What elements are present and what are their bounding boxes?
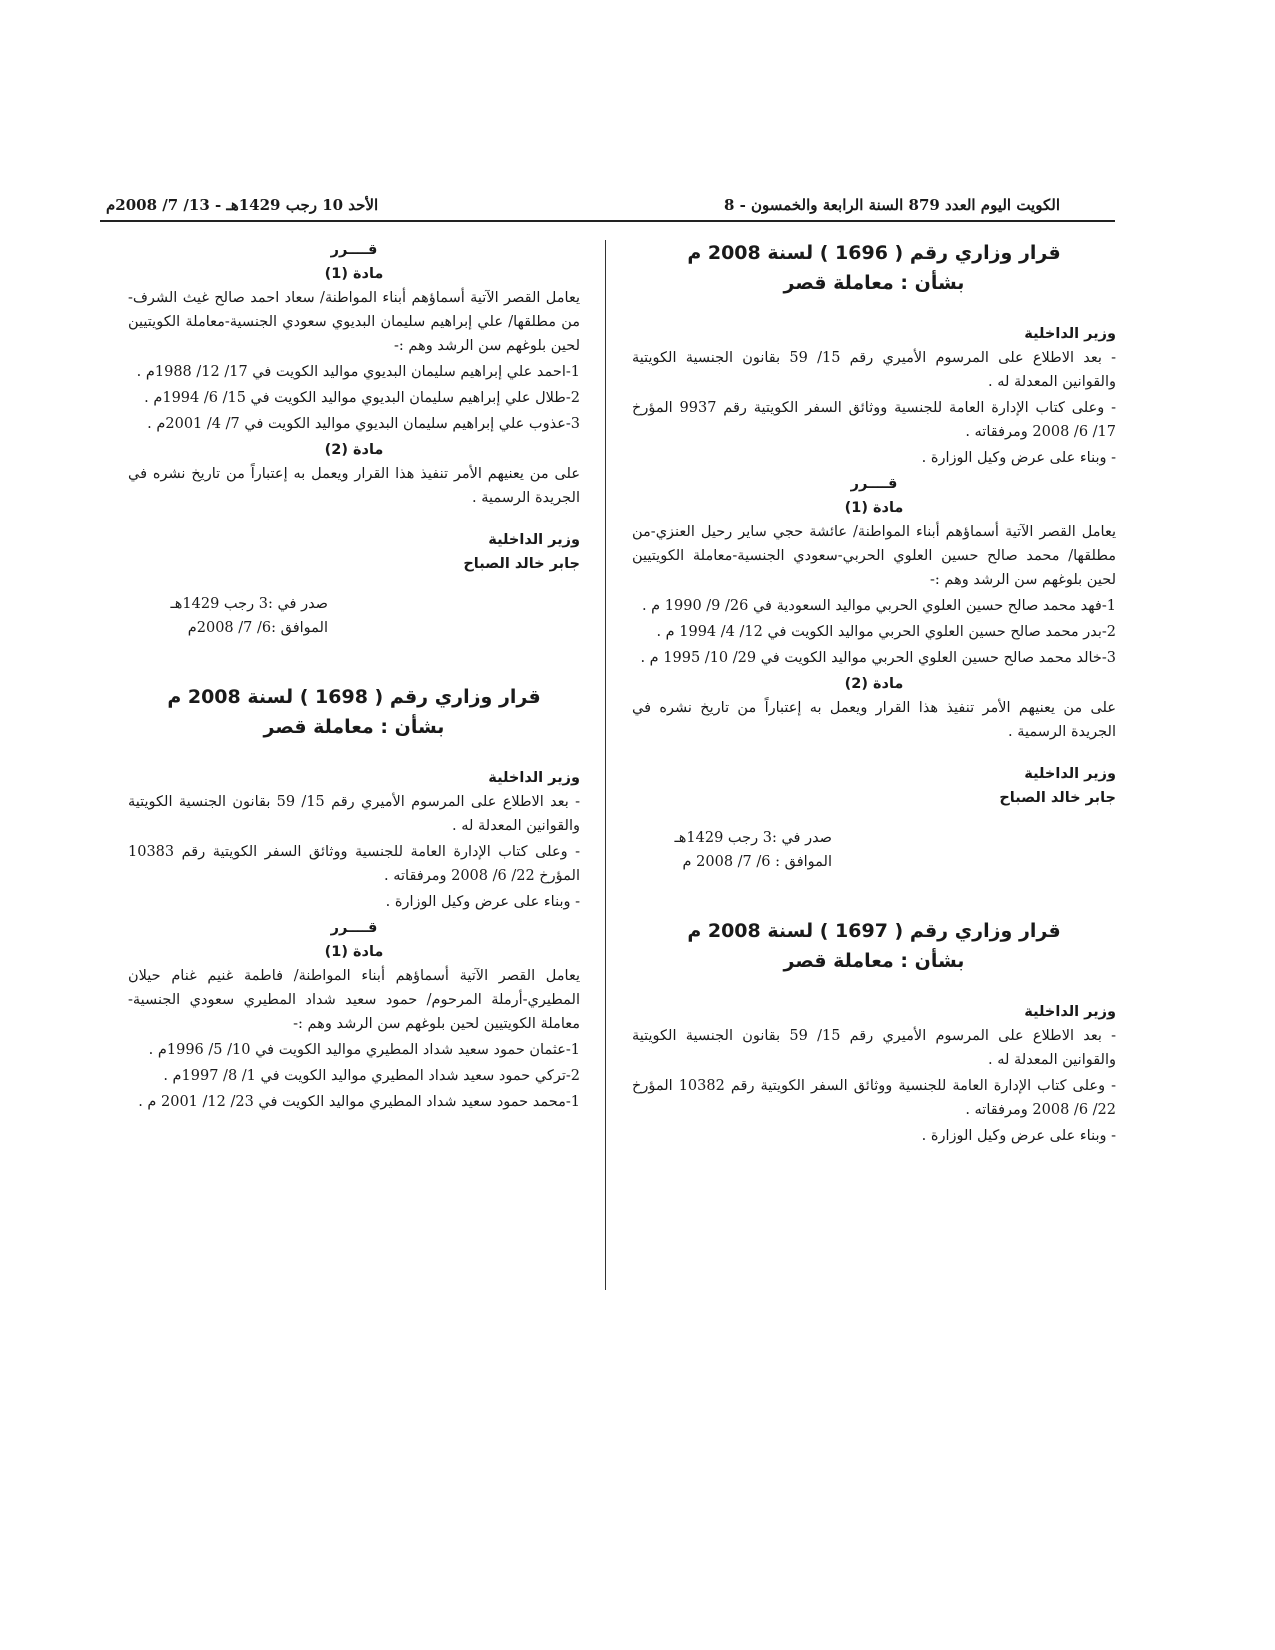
issued-gregorian: الموافق :6/ 7/ 2008م: [187, 620, 328, 636]
decision-subject: بشأن : معاملة قصر: [783, 950, 965, 972]
decision-title: قرار وزاري رقم ( 1696 ) لسنة 2008 م: [687, 242, 1061, 264]
article-heading: مادة (2): [844, 676, 904, 692]
decides-heading: قــــرر: [330, 920, 378, 936]
preamble-line: - وعلى كتاب الإدارة العامة للجنسية ووثائق السفر الكويتية رقم 10383 المؤرخ 22/ 6/ 2008 ومرفقاته .: [128, 844, 580, 884]
left-column: [128, 238, 580, 1116]
issue-date-block: [128, 592, 580, 640]
column-separator: [605, 240, 606, 1290]
minor-item: 1-محمد حمود سعيد شداد المطيري مواليد الكويت في 23/ 12/ 2001 م .: [138, 1094, 580, 1110]
article-text: على من يعنيهم الأمر تنفيذ هذا القرار ويعمل به إعتباراً من تاريخ نشره في الجريدة الرسمية .: [632, 700, 1116, 740]
decision-1697: [632, 916, 1116, 1148]
right-column: [632, 238, 1116, 1150]
decision-1697-continued: [128, 238, 580, 640]
signature-title: وزير الداخلية: [1024, 766, 1116, 782]
minor-item: 1-عثمان حمود سعيد شداد المطيري مواليد الكويت في 10/ 5/ 1996م .: [148, 1042, 580, 1058]
article-text: يعامل القصر الآتية أسماؤهم أبناء المواطنة/ فاطمة غنيم غنام حيلان المطيري-أرملة المرحوم/ حمود سعيد شداد المطيري سعودي الجنسية-معاملة الكويتيين لحين بلوغهم سن الرشد وهم :-: [128, 968, 580, 1032]
decision-title: قرار وزاري رقم ( 1697 ) لسنة 2008 م: [687, 920, 1061, 942]
minor-item: 2-تركي حمود سعيد شداد المطيري مواليد الكويت في 1/ 8/ 1997م .: [163, 1068, 580, 1084]
article-heading: مادة (1): [324, 266, 384, 282]
decision-1698: [128, 682, 580, 1114]
decision-subject: بشأن : معاملة قصر: [263, 716, 445, 738]
article-text: يعامل القصر الآتية أسماؤهم أبناء المواطنة/ سعاد احمد صالح غيث الشرف-من مطلقها/ علي إبراهيم سليمان البديوي سعودي الجنسية-معاملة الكويتيين لحين بلوغهم سن الرشد وهم :-: [128, 290, 580, 354]
decision-title: قرار وزاري رقم ( 1698 ) لسنة 2008 م: [167, 686, 541, 708]
decides-heading: قــــرر: [330, 242, 378, 258]
issue-date-block: [632, 826, 1116, 874]
minor-item: 2-طلال علي إبراهيم سليمان البديوي مواليد الكويت في 15/ 6/ 1994م .: [144, 390, 580, 406]
minister-heading: وزير الداخلية: [1024, 326, 1116, 342]
issued-hijri: صدر في :3 رجب 1429هـ: [674, 830, 832, 846]
article-heading: مادة (1): [844, 500, 904, 516]
minister-heading: وزير الداخلية: [488, 770, 580, 786]
article-heading: مادة (2): [324, 442, 384, 458]
issued-gregorian: الموافق : 6/ 7/ 2008 م: [682, 854, 832, 870]
preamble-line: - وبناء على عرض وكيل الوزارة .: [385, 894, 580, 910]
gazette-issue-header: الكويت اليوم العدد 879 السنة الرابعة والخمسون - 8: [723, 196, 1060, 214]
decides-heading: قــــرر: [850, 476, 898, 492]
article-text: يعامل القصر الآتية أسماؤهم أبناء المواطنة/ عائشة حجي ساير رحيل العنزي-من مطلقها/ محمد صالح حسين العلوي الحربي-سعودي الجنسية-معاملة الكويتيين لحين بلوغهم سن الرشد وهم :-: [632, 524, 1116, 588]
signature-block: [632, 762, 1116, 810]
minor-item: 1-فهد محمد صالح حسين العلوي الحربي مواليد السعودية في 26/ 9/ 1990 م .: [641, 598, 1116, 614]
minor-item: 2-بدر محمد صالح حسين العلوي الحربي مواليد الكويت في 12/ 4/ 1994 م .: [656, 624, 1116, 640]
preamble-line: - بعد الاطلاع على المرسوم الأميري رقم 15/ 59 بقانون الجنسية الكويتية والقوانين المعدلة له .: [128, 794, 580, 834]
header-rule: [100, 220, 1115, 222]
minor-item: 3-عذوب علي إبراهيم سليمان البديوي مواليد الكويت في 7/ 4/ 2001م .: [147, 416, 580, 432]
preamble-line: - بعد الاطلاع على المرسوم الأميري رقم 15/ 59 بقانون الجنسية الكويتية والقوانين المعدلة له .: [632, 1028, 1116, 1068]
decision-subject: بشأن : معاملة قصر: [783, 272, 965, 294]
minor-item: 3-خالد محمد صالح حسين العلوي الحربي مواليد الكويت في 29/ 10/ 1995 م .: [640, 650, 1116, 666]
signature-name: جابر خالد الصباح: [999, 790, 1116, 806]
minister-heading: وزير الداخلية: [1024, 1004, 1116, 1020]
gazette-date-header: الأحد 10 رجب 1429هـ - 13/ 7/ 2008م: [106, 196, 379, 214]
signature-name: جابر خالد الصباح: [463, 556, 580, 572]
preamble-line: - وعلى كتاب الإدارة العامة للجنسية ووثائق السفر الكويتية رقم 9937 المؤرخ 17/ 6/ 2008 ومرفقاته .: [632, 400, 1117, 440]
preamble-line: - بعد الاطلاع على المرسوم الأميري رقم 15/ 59 بقانون الجنسية الكويتية والقوانين المعدلة له .: [632, 350, 1116, 390]
signature-title: وزير الداخلية: [488, 532, 580, 548]
article-heading: مادة (1): [324, 944, 384, 960]
minor-item: 1-احمد علي إبراهيم سليمان البديوي مواليد الكويت في 17/ 12/ 1988م .: [136, 364, 580, 380]
decision-1696: [632, 238, 1116, 874]
signature-block: [128, 528, 580, 576]
preamble-line: - وعلى كتاب الإدارة العامة للجنسية ووثائق السفر الكويتية رقم 10382 المؤرخ 22/ 6/ 2008 ومرفقاته .: [632, 1078, 1116, 1118]
article-text: على من يعنيهم الأمر تنفيذ هذا القرار ويعمل به إعتباراً من تاريخ نشره في الجريدة الرسمية .: [128, 466, 580, 506]
preamble-line: - وبناء على عرض وكيل الوزارة .: [921, 1128, 1116, 1144]
issued-hijri: صدر في :3 رجب 1429هـ: [170, 596, 328, 612]
preamble-line: - وبناء على عرض وكيل الوزارة .: [921, 450, 1116, 466]
